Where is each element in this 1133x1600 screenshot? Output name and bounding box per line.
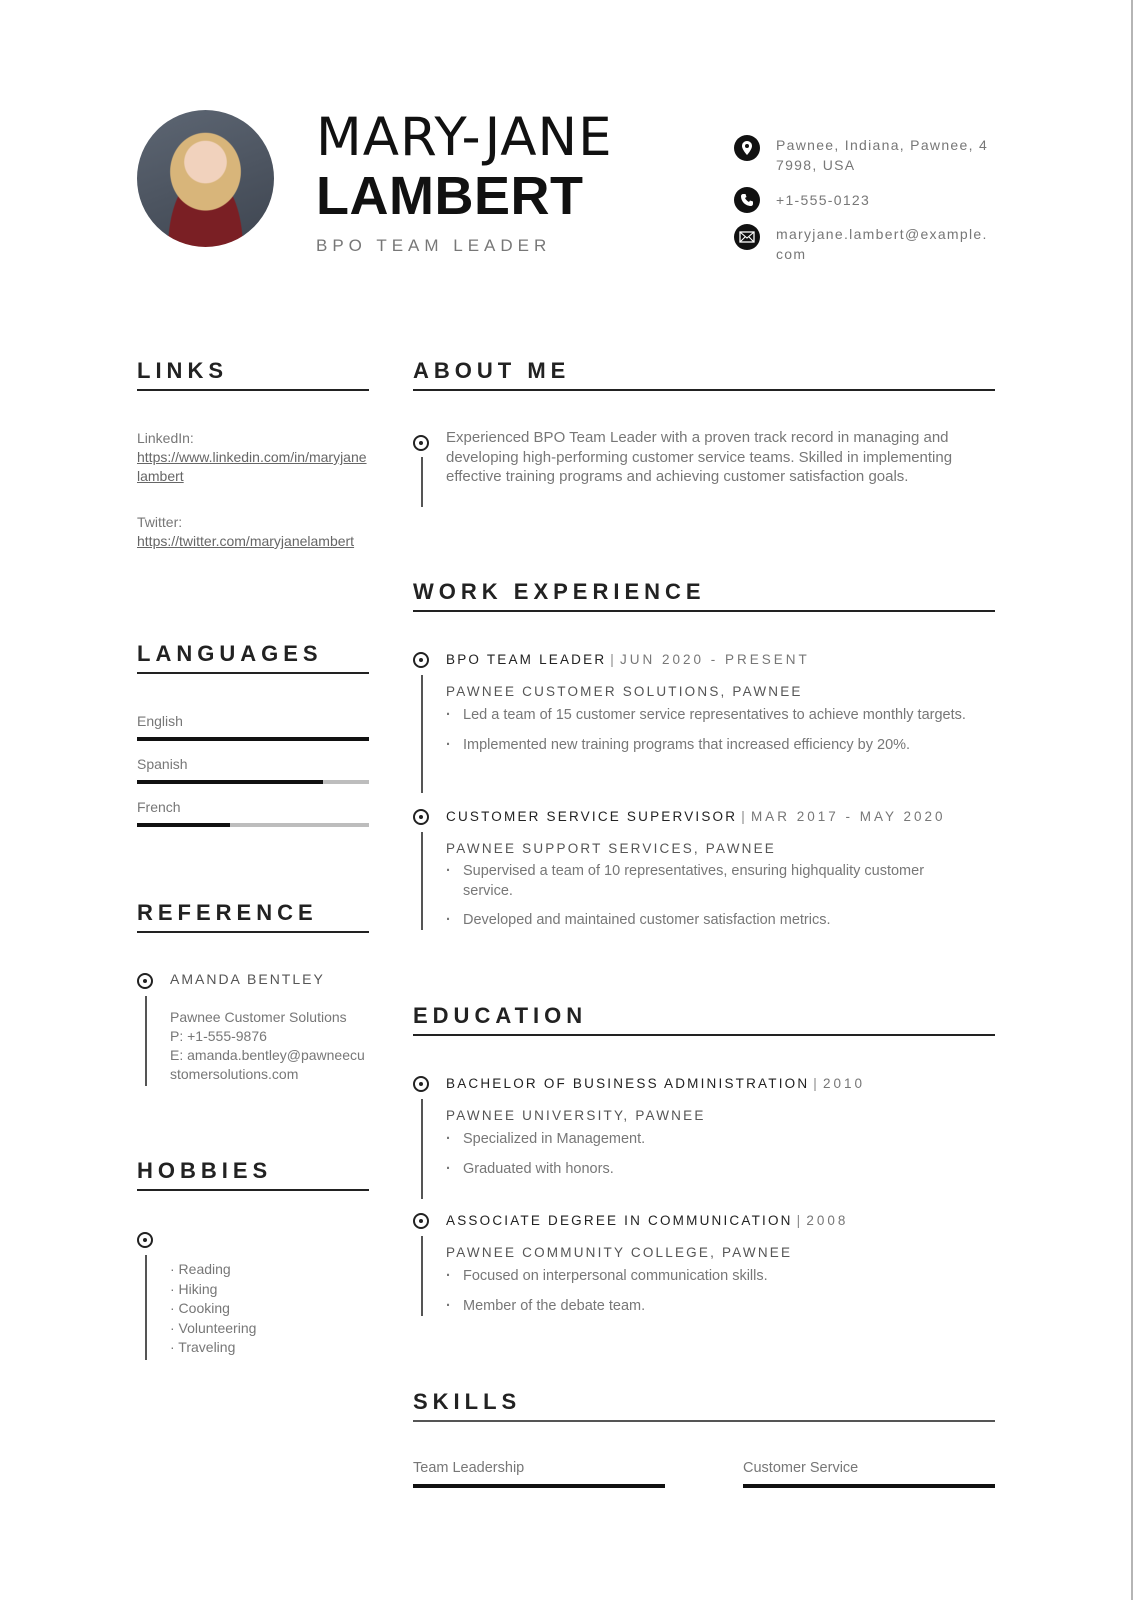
education-bullet: · Focused on interpersonal communication skills. [446,1267,976,1287]
links-heading: LINKS [137,358,228,383]
education-heading: EDUCATION [413,1003,588,1028]
work-bullet: · Supervised a team of 10 representatives, ensuring highquality customer service. [446,862,976,901]
language-name: Spanish [137,756,188,772]
reference-rule [137,931,369,933]
hobby-item: · Traveling [170,1339,236,1355]
location-pin-icon [734,135,760,161]
work-role: BPO TEAM LEADER [446,652,607,667]
job-title: BPO TEAM LEADER [316,236,552,255]
reference-details [170,1008,370,1084]
timeline-dot-icon [137,1232,153,1248]
skill-level-bar [413,1484,665,1488]
links-rule [137,389,369,391]
hobbies-list [170,1260,256,1358]
work-role: CUSTOMER SERVICE SUPERVISOR [446,809,738,824]
about-text: Experienced BPO Team Leader with a proven track record in managing and developing high-performing customer service teams. Skilled in implementing effective training programs and achieving customer satisfaction goals. [446,429,953,485]
hobbies-heading: HOBBIES [137,1158,273,1183]
about-rule [413,389,995,391]
education-org: PAWNEE UNIVERSITY, PAWNEE [446,1108,706,1123]
work-heading: WORK EXPERIENCE [413,579,706,604]
language-level-bar [137,737,369,741]
education-org: PAWNEE COMMUNITY COLLEGE, PAWNEE [446,1245,793,1260]
reference-heading: REFERENCE [137,900,318,925]
degree: BACHELOR OF BUSINESS ADMINISTRATION [446,1076,810,1091]
work-date: MAR 2017 - MAY 2020 [750,809,946,824]
work-date: JUN 2020 - PRESENT [620,652,810,667]
education-bullets [446,1267,976,1326]
timeline-dot-icon [137,973,153,989]
education-bullet: · Graduated with honors. [446,1160,976,1180]
reference-company: Pawnee Customer Solutions [170,1009,347,1025]
language-spanish [137,756,369,784]
envelope-icon [734,224,760,250]
contact-email [734,224,994,264]
hobby-item: · Volunteering [170,1319,257,1336]
twitter-link[interactable]: https://twitter.com/maryjanelambert [137,533,355,549]
about-heading: ABOUT ME [413,358,571,383]
timeline-dot-icon [413,1213,429,1229]
language-name: French [137,799,181,815]
education-year: 2008 [806,1213,849,1228]
language-level-bar [137,823,369,827]
hobby-item: · Hiking [170,1280,218,1297]
reference-name: AMANDA BENTLEY [170,971,325,987]
contact-phone [734,187,994,213]
work-bullets [446,862,976,941]
skill-item [413,1460,665,1488]
languages-rule [137,672,369,674]
email-text: maryjane.lambert@example.com [776,226,988,262]
separator: | [796,1213,803,1228]
work-org: PAWNEE CUSTOMER SOLUTIONS, PAWNEE [446,684,803,699]
phone-text: +1-555-0123 [776,192,871,208]
address-text: Pawnee, Indiana, Pawnee, 47998, USA [776,137,989,173]
education-rule [413,1034,995,1036]
language-level-fill [137,780,323,784]
timeline-line [421,1099,423,1199]
skill-item [743,1460,995,1488]
first-name: MARY-JANE [316,107,613,168]
phone-icon [734,187,760,213]
languages-heading: LANGUAGES [137,641,323,666]
hobbies-rule [137,1189,369,1191]
language-level-fill [137,737,369,741]
timeline-line [421,1236,423,1316]
timeline-dot-icon [413,435,429,451]
work-org: PAWNEE SUPPORT SERVICES, PAWNEE [446,841,777,856]
timeline-line [421,675,423,793]
timeline-dot-icon [413,1076,429,1092]
education-bullet: · Member of the debate team. [446,1297,976,1317]
work-bullets [446,706,976,765]
skills-heading: SKILLS [413,1389,522,1414]
hobby-item: · Reading [170,1261,231,1277]
timeline-line [421,832,423,930]
education-entry-heading [446,1076,865,1091]
skill-name: Customer Service [743,1460,859,1476]
linkedin-link-block [137,429,369,486]
education-bullets [446,1130,976,1189]
contact-address [734,135,994,175]
skill-level-bar [743,1484,995,1488]
twitter-link-block [137,513,369,551]
timeline-line [421,457,423,507]
work-bullet: · Implemented new training programs that increased efficiency by 20%. [446,736,976,756]
language-name: English [137,713,183,729]
last-name: LAMBERT [316,166,584,226]
reference-phone: P: +1-555-9876 [170,1028,267,1044]
work-rule [413,610,995,612]
reference-email: E: amanda.bentley@pawneecustomersolutions.com [170,1047,365,1082]
education-bullet: · Specialized in Management. [446,1130,976,1150]
twitter-label: Twitter: [137,514,183,530]
timeline-line [145,996,147,1086]
language-english [137,713,369,741]
work-bullet: · Led a team of 15 customer service representatives to achieve monthly targets. [446,706,976,726]
linkedin-link[interactable]: https://www.linkedin.com/in/maryjanelambert [137,449,367,484]
work-bullet: · Developed and maintained customer satisfaction metrics. [446,911,976,931]
profile-photo [137,110,274,247]
linkedin-label: LinkedIn: [137,430,194,446]
education-entry-heading [446,1213,848,1228]
separator: | [610,652,617,667]
separator: | [741,809,747,824]
timeline-dot-icon [413,652,429,668]
language-french [137,799,369,827]
timeline-dot-icon [413,809,429,825]
timeline-line [145,1255,147,1360]
skills-rule [413,1420,995,1422]
education-year: 2010 [823,1076,866,1091]
language-level-bar [137,780,369,784]
work-entry-heading [446,652,810,667]
skill-name: Team Leadership [413,1460,525,1476]
language-level-fill [137,823,230,827]
degree: ASSOCIATE DEGREE IN COMMUNICATION [446,1213,793,1228]
hobby-item: · Cooking [170,1300,230,1316]
separator: | [813,1076,820,1091]
work-entry-heading [446,809,946,824]
